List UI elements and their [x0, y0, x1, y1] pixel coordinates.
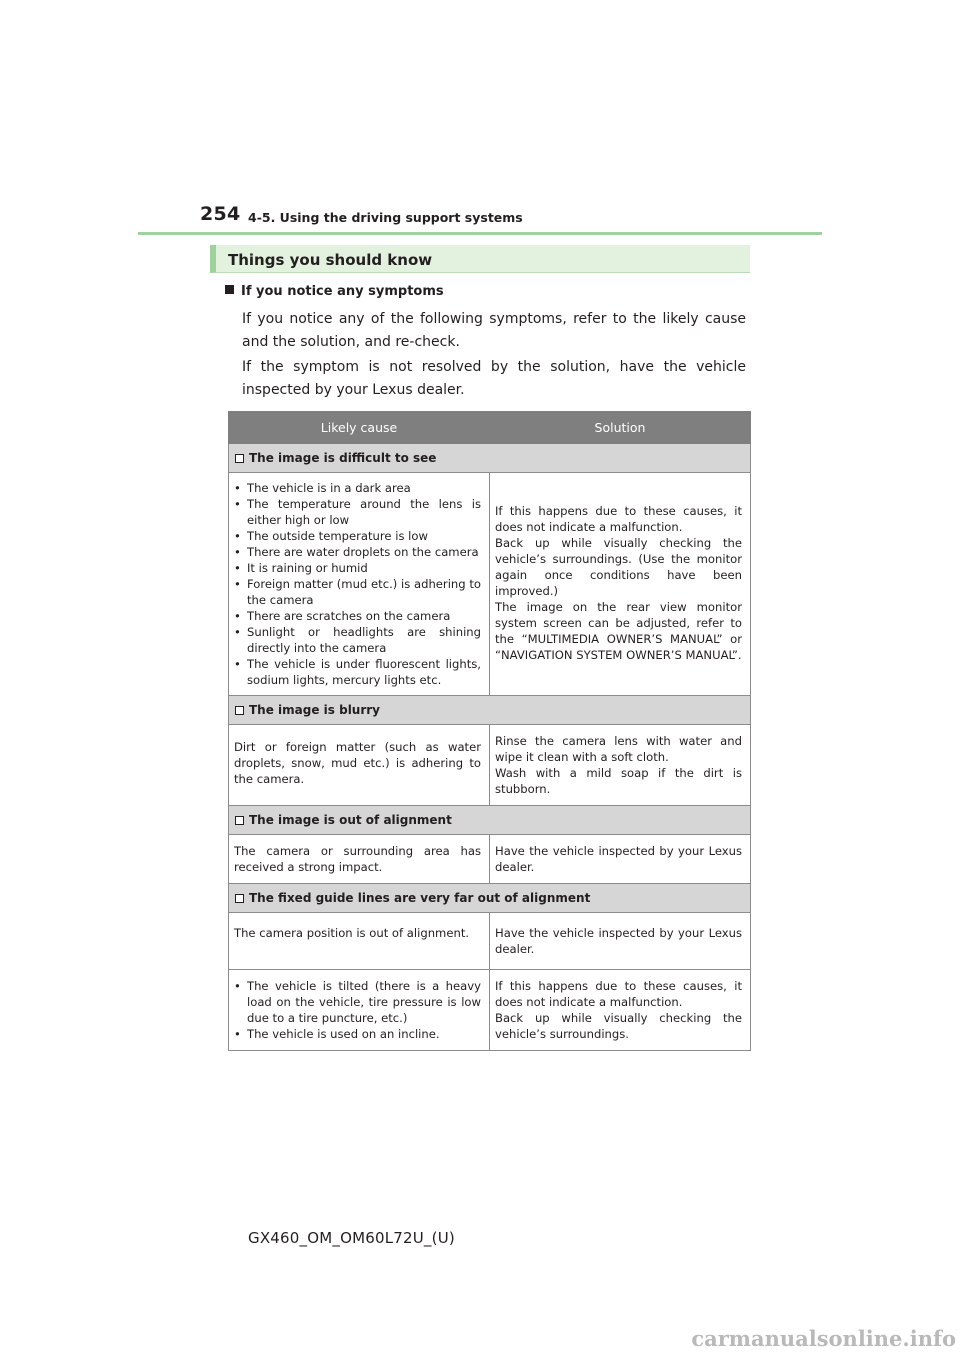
- cause-item: • The temperature around the lens is either high or low: [234, 497, 481, 527]
- cause-item: • The vehicle is in a dark area: [234, 481, 411, 495]
- solution-cell: Have the vehicle inspected by your Lexus dealer.: [490, 835, 751, 884]
- cause-cell: [229, 473, 490, 696]
- cause-cell: Dirt or foreign matter (such as water droplets, snow, mud etc.) is adhering to the camera.: [229, 725, 490, 806]
- table-row: [229, 473, 751, 696]
- cause-item: • It is raining or humid: [234, 561, 368, 575]
- cause-item: • The vehicle is tilted (there is a heavy load on the vehicle, tire pressure is low due to a tire puncture, etc.): [234, 979, 481, 1025]
- category-row: [229, 806, 751, 835]
- square-bullet-icon: [225, 285, 234, 294]
- table-row: [229, 725, 751, 806]
- cause-item: • The vehicle is used on an incline.: [234, 1027, 440, 1041]
- checkbox-icon: [235, 454, 244, 463]
- subheading: [225, 284, 444, 299]
- section-title: 4-5. Using the driving support systems: [248, 210, 523, 225]
- symptom-table: [228, 411, 751, 1051]
- cause-item: • Sunlight or headlights are shining directly into the camera: [234, 625, 481, 655]
- cause-cell: The camera or surrounding area has received a strong impact.: [229, 835, 490, 884]
- checkbox-icon: [235, 894, 244, 903]
- cause-item: • The vehicle is under fluorescent lights, sodium lights, mercury lights etc.: [234, 657, 481, 687]
- table-header-row: [229, 412, 751, 444]
- table-row: [229, 970, 751, 1051]
- cause-item: • There are water droplets on the camera: [234, 545, 479, 559]
- checkbox-icon: [235, 816, 244, 825]
- solution-cell: Have the vehicle inspected by your Lexus dealer.: [490, 913, 751, 970]
- box-title: Things you should know: [228, 251, 433, 269]
- paragraph: If the symptom is not resolved by the solution, have the vehicle inspected by your Lexus dealer.: [242, 359, 746, 398]
- paragraph: If you notice any of the following symptoms, refer to the likely cause and the solution, and re-check.: [242, 311, 746, 350]
- header-rule: [138, 232, 822, 235]
- document-code: GX460_OM_OM60L72U_(U): [248, 1229, 455, 1247]
- solution-cell: Rinse the camera lens with water and wipe it clean with a soft cloth. Wash with a mild soap if the dirt is stubborn.: [490, 725, 751, 806]
- table-row: [229, 913, 751, 970]
- table-row: [229, 835, 751, 884]
- solution-cell: If this happens due to these causes, it does not indicate a malfunction. Back up while visually checking the vehicle’s surroundings. (Use the monitor again once conditions have been improved.) The image on the rear view monitor system screen can be adjusted, refer to the “MULTIMEDIA OWNER’S MANUAL” or “NAVIGATION SYSTEM OWNER’S MANUAL”.: [490, 473, 751, 696]
- page-number: 254: [200, 203, 241, 225]
- cause-item: • The outside temperature is low: [234, 529, 428, 543]
- category-row: [229, 696, 751, 725]
- checkbox-icon: [235, 706, 244, 715]
- subheading-text: If you notice any symptoms: [241, 284, 444, 299]
- header-solution: Solution: [490, 412, 751, 444]
- cause-item: • Foreign matter (mud etc.) is adhering to the camera: [234, 577, 481, 607]
- watermark: carmanualsonline.info: [691, 1326, 956, 1351]
- header-likely-cause: Likely cause: [229, 412, 490, 444]
- cause-cell: The camera position is out of alignment.: [229, 913, 490, 970]
- category-title: The image is blurry: [249, 703, 381, 717]
- solution-cell: If this happens due to these causes, it does not indicate a malfunction. Back up while visually checking the vehicle’s surroundings.: [490, 970, 751, 1051]
- category-title: The fixed guide lines are very far out of alignment: [249, 891, 591, 905]
- cause-cell: [229, 970, 490, 1051]
- cause-item: • There are scratches on the camera: [234, 609, 451, 623]
- category-title: The image is out of alignment: [249, 813, 452, 827]
- things-to-know-box: [210, 245, 750, 273]
- category-title: The image is difficult to see: [249, 451, 437, 465]
- category-row: [229, 444, 751, 473]
- category-row: [229, 884, 751, 913]
